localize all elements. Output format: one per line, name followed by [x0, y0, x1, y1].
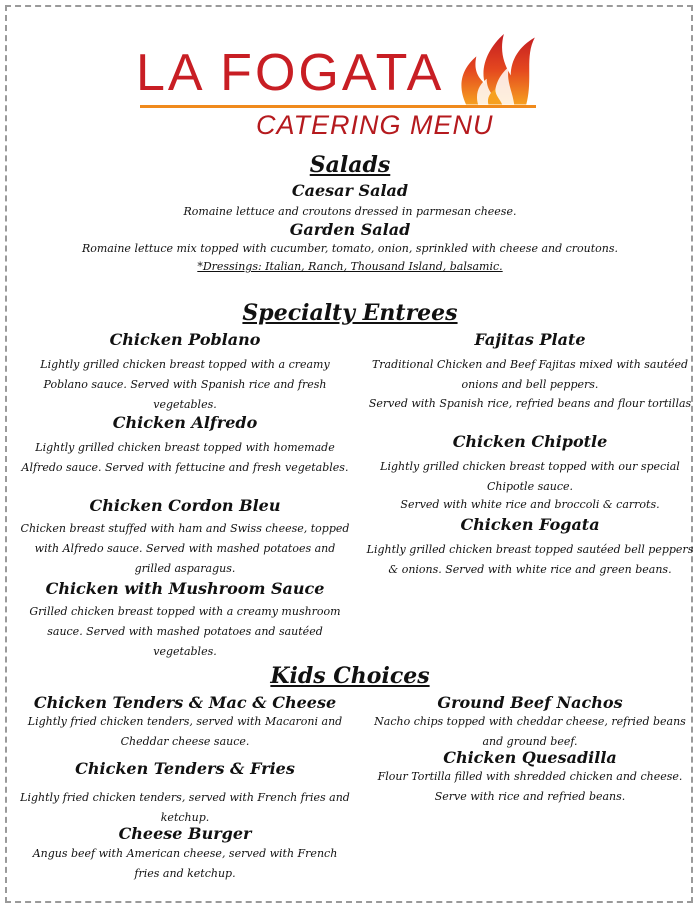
section-title-salads: Salads: [309, 152, 391, 178]
dish-desc: Grilled chicken breast topped with a creamy mushroom sauce. Served with mashed potatoes and sautéed vegetables.: [29, 605, 341, 658]
dish-name: Chicken with Mushroom Sauce: [45, 579, 325, 598]
dish-name: Caesar Salad: [291, 181, 409, 200]
brand-name: LA FOGATA: [136, 44, 445, 102]
dish-desc: Flour Tortilla filled with shredded chicken and cheese. Serve with rice and refried beans.: [377, 770, 683, 803]
dish-name: Chicken Poblano: [109, 330, 261, 349]
dish-name: Chicken Tenders & Fries: [75, 759, 295, 778]
dish-name: Chicken Cordon Bleu: [89, 496, 281, 515]
dish-name: Garden Salad: [289, 220, 411, 239]
dish-desc: Lightly grilled chicken breast topped with homemade Alfredo sauce. Served with fettucine and fresh vegetables.: [21, 441, 349, 474]
dish-name: Chicken Alfredo: [112, 413, 258, 432]
dish-name: Chicken Fogata: [460, 515, 600, 534]
dish-name: Fajitas Plate: [474, 330, 586, 349]
dish-desc: Served with Spanish rice, refried beans and flour tortillas: [368, 397, 692, 410]
dish-desc: Lightly grilled chicken breast topped sautéed bell peppers & onions. Served with white rice and green beans.: [366, 543, 694, 576]
brand-subtitle: CATERING MENU: [256, 110, 494, 140]
dish-desc: Nacho chips topped with cheddar cheese, refried beans and ground beef.: [374, 715, 686, 748]
dish-desc: Chicken breast stuffed with ham and Swiss cheese, topped with Alfredo sauce. Served with mashed potatoes and grilled asparagus.: [20, 522, 350, 575]
dish-desc: Angus beef with American cheese, served with French fries and ketchup.: [32, 847, 338, 880]
section-title-kids: Kids Choices: [270, 663, 430, 689]
dish-desc: Romaine lettuce mix topped with cucumber, tomato, onion, sprinkled with cheese and croutons.: [81, 242, 619, 255]
dish-desc: Served with white rice and broccoli & carrots.: [400, 498, 660, 511]
dish-desc: Lightly fried chicken tenders, served with French fries and ketchup.: [20, 791, 350, 824]
brand-logo: [136, 44, 556, 144]
dish-name: Ground Beef Nachos: [437, 693, 623, 712]
dish-name: Cheese Burger: [118, 824, 252, 843]
dish-name: Chicken Quesadilla: [443, 748, 617, 767]
dish-name: Chicken Chipotle: [452, 432, 608, 451]
dressings-note: *Dressings: Italian, Ranch, Thousand Island, balsamic.: [197, 260, 503, 273]
dish-desc: Lightly grilled chicken breast topped with a creamy Poblano sauce. Served with Spanish rice and fresh vegetables.: [40, 358, 330, 411]
section-title-entrees: Specialty Entrees: [242, 300, 458, 326]
dish-name: Chicken Tenders & Mac & Cheese: [33, 693, 337, 712]
brand-underline: [140, 105, 536, 108]
dish-desc: Lightly fried chicken tenders, served with Macaroni and Cheddar cheese sauce.: [27, 715, 343, 748]
dish-desc: Traditional Chicken and Beef Fajitas mixed with sautéed onions and bell peppers.: [371, 358, 689, 391]
dish-desc: Romaine lettuce and croutons dressed in parmesan cheese.: [183, 205, 517, 218]
dish-desc: Lightly grilled chicken breast topped with our special Chipotle sauce.: [380, 460, 680, 493]
flame-icon: [454, 22, 540, 108]
